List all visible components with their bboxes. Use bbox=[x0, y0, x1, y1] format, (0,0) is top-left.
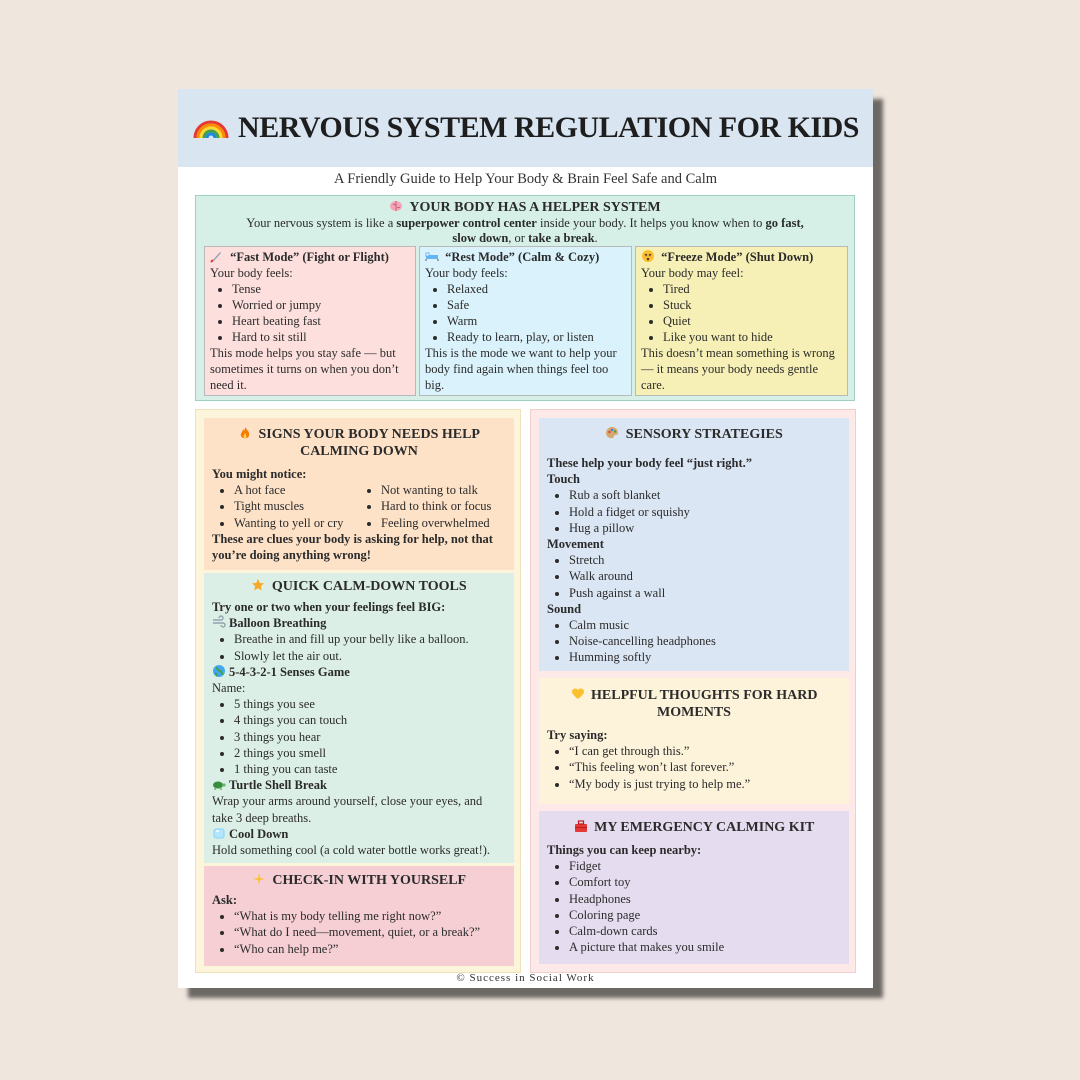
freeze-mode-list bbox=[641, 281, 842, 345]
helper-system-section bbox=[195, 195, 855, 401]
list-item: • Calm-down cards bbox=[569, 923, 841, 939]
signs-lead: You might notice: bbox=[212, 467, 307, 481]
freeze-mode-note: This doesn’t mean something is wrong — it means your body needs gentle care. bbox=[641, 346, 835, 392]
ice-icon bbox=[212, 826, 226, 840]
signs-note: These are clues your body is asking for help, not that you’re doing anything wrong! bbox=[212, 531, 493, 563]
list-item: • 3 things you hear bbox=[234, 729, 506, 745]
list-item: • “My body is just trying to help me.” bbox=[569, 776, 841, 792]
touch-label: Touch bbox=[547, 472, 580, 487]
list-item: • 4 things you can touch bbox=[234, 712, 506, 728]
thoughts-list bbox=[547, 743, 841, 792]
list-item: • Not wanting to talk bbox=[381, 482, 506, 498]
list-item: • Tense bbox=[232, 281, 410, 297]
list-item: • 1 thing you can taste bbox=[234, 761, 506, 777]
list-item: • Safe bbox=[447, 297, 626, 313]
list-item: • Ready to learn, play, or listen bbox=[447, 329, 626, 345]
signs-title: SIGNS YOUR BODY NEEDS HELP CALMING DOWN bbox=[232, 426, 486, 460]
helpful-thoughts-section bbox=[539, 678, 849, 804]
list-item: • “Who can help me?” bbox=[234, 941, 506, 957]
list-item: • Warm bbox=[447, 313, 626, 329]
tools-title: QUICK CALM-DOWN TOOLS bbox=[212, 578, 506, 595]
balloon-breathing-list bbox=[212, 631, 506, 663]
list-item: • Hard to think or focus bbox=[381, 498, 506, 514]
list-item: • 2 things you smell bbox=[234, 745, 506, 761]
fire-icon bbox=[238, 426, 252, 440]
freeze-mode-lead: Your body may feel: bbox=[641, 266, 744, 280]
check-in-title: CHECK-IN WITH YOURSELF bbox=[212, 872, 506, 889]
page-subtitle: A Friendly Guide to Help Your Body & Brain Feel Safe and Calm bbox=[333, 171, 717, 187]
senses-game-title: 5-4-3-2-1 Senses Game bbox=[212, 664, 506, 680]
signs-list-left bbox=[212, 482, 359, 531]
globe-icon bbox=[212, 664, 226, 678]
list-item: • A picture that makes you smile bbox=[569, 939, 841, 955]
kit-list bbox=[547, 858, 841, 955]
rocket-icon bbox=[210, 249, 224, 263]
worksheet-page bbox=[178, 89, 873, 988]
freeze-mode-card bbox=[635, 246, 848, 396]
list-item: • Stuck bbox=[663, 297, 842, 313]
thoughts-title: HELPFUL THOUGHTS FOR HARD MOMENTS bbox=[567, 687, 821, 721]
list-item: • Coloring page bbox=[569, 907, 841, 923]
sensory-lead: These help your body feel “just right.” bbox=[547, 456, 752, 470]
page-title bbox=[192, 111, 859, 145]
list-item: • Headphones bbox=[569, 891, 841, 907]
signs-lists bbox=[212, 482, 506, 531]
sparkle-icon bbox=[252, 872, 266, 886]
fast-mode-title: “Fast Mode” (Fight or Flight) bbox=[230, 250, 389, 264]
list-item: • Heart beating fast bbox=[232, 313, 410, 329]
title-bar bbox=[178, 89, 873, 167]
list-item: • Humming softly bbox=[569, 649, 841, 665]
list-item: • Push against a wall bbox=[569, 585, 841, 601]
sound-label: Sound bbox=[547, 601, 582, 616]
list-item: • Breathe in and fill up your belly like a balloon. bbox=[234, 631, 506, 647]
list-item: • Tired bbox=[663, 281, 842, 297]
calming-kit-section bbox=[539, 811, 849, 964]
touch-list bbox=[547, 487, 841, 536]
turtle-icon bbox=[212, 777, 226, 791]
sensory-strategies-section bbox=[539, 418, 849, 671]
check-in-lead: Ask: bbox=[212, 893, 238, 907]
toolbox-icon bbox=[574, 819, 588, 833]
rest-mode-list bbox=[425, 281, 626, 345]
left-column bbox=[195, 409, 521, 973]
palette-icon bbox=[605, 426, 619, 440]
helper-system-title: YOUR BODY HAS A HELPER SYSTEM bbox=[196, 199, 854, 216]
cool-down-title: Cool Down bbox=[212, 826, 506, 842]
list-item: • “I can get through this.” bbox=[569, 743, 841, 759]
list-item: • Hard to sit still bbox=[232, 329, 410, 345]
dizzy-face-icon bbox=[641, 249, 655, 263]
list-item: • Like you want to hide bbox=[663, 329, 842, 345]
footer-credit: © Success in Social Work bbox=[456, 972, 595, 984]
movement-list bbox=[547, 552, 841, 601]
thoughts-lead: Try saying: bbox=[547, 728, 608, 742]
list-item: • Feeling overwhelmed bbox=[381, 515, 506, 531]
list-item: • “This feeling won’t last forever.” bbox=[569, 759, 841, 775]
fast-mode-card bbox=[204, 246, 416, 396]
calm-down-tools-section bbox=[204, 573, 514, 863]
list-item: • “What do I need—movement, quiet, or a break?” bbox=[234, 924, 506, 940]
turtle-break-title: Turtle Shell Break bbox=[212, 777, 506, 793]
senses-game-list bbox=[212, 696, 506, 777]
fast-mode-note: This mode helps you stay safe — but sometimes it turns on when you don’t need it. bbox=[210, 346, 399, 392]
heart-icon bbox=[571, 687, 585, 701]
list-item: • Comfort toy bbox=[569, 874, 841, 890]
sensory-title: SENSORY STRATEGIES bbox=[547, 426, 841, 443]
rest-mode-card bbox=[419, 246, 632, 396]
signs-section bbox=[204, 418, 514, 570]
rest-mode-lead: Your body feels: bbox=[425, 266, 508, 280]
rest-mode-note: This is the mode we want to help your body find again when things feel too big. bbox=[425, 346, 617, 392]
list-item: • Walk around bbox=[569, 568, 841, 584]
list-item: • Slowly let the air out. bbox=[234, 648, 506, 664]
brain-icon bbox=[389, 199, 403, 213]
list-item: • A hot face bbox=[234, 482, 359, 498]
movement-label: Movement bbox=[547, 537, 604, 552]
turtle-break-text: Wrap your arms around yourself, close your eyes, and take 3 deep breaths. bbox=[212, 794, 483, 825]
rainbow-icon bbox=[192, 116, 230, 140]
list-item: • Worried or jumpy bbox=[232, 297, 410, 313]
kit-title: MY EMERGENCY CALMING KIT bbox=[547, 819, 841, 836]
right-column bbox=[530, 409, 856, 973]
senses-game-lead: Name: bbox=[212, 681, 246, 696]
list-item: • Hug a pillow bbox=[569, 520, 841, 536]
signs-list-right bbox=[359, 482, 506, 531]
cool-down-text: Hold something cool (a cold water bottle works great!). bbox=[212, 843, 491, 858]
check-in-section bbox=[204, 866, 514, 966]
list-item: • Hold a fidget or squishy bbox=[569, 504, 841, 520]
kit-lead: Things you can keep nearby: bbox=[547, 843, 702, 857]
list-item: • Fidget bbox=[569, 858, 841, 874]
wind-icon bbox=[212, 615, 226, 629]
list-item: • Stretch bbox=[569, 552, 841, 568]
list-item: • Wanting to yell or cry bbox=[234, 515, 359, 531]
list-item: • 5 things you see bbox=[234, 696, 506, 712]
star-icon bbox=[251, 578, 265, 592]
rest-mode-title: “Rest Mode” (Calm & Cozy) bbox=[445, 250, 600, 264]
tools-lead: Try one or two when your feelings feel BIG: bbox=[212, 600, 446, 614]
bed-icon bbox=[425, 249, 439, 263]
check-in-list bbox=[212, 908, 506, 957]
fast-mode-list bbox=[210, 281, 410, 345]
sound-list bbox=[547, 617, 841, 666]
fast-mode-lead: Your body feels: bbox=[210, 266, 293, 280]
list-item: • Tight muscles bbox=[234, 498, 359, 514]
list-item: • Relaxed bbox=[447, 281, 626, 297]
balloon-breathing-title: Balloon Breathing bbox=[212, 615, 506, 631]
helper-system-intro: Your nervous system is like a superpower control center inside your body. It helps you know when to go fast, slow down, or take a break. bbox=[246, 216, 804, 245]
list-item: • Quiet bbox=[663, 313, 842, 329]
page-title-text: NERVOUS SYSTEM REGULATION FOR KIDS bbox=[238, 111, 859, 144]
list-item: • Rub a soft blanket bbox=[569, 487, 841, 503]
list-item: • Noise-cancelling headphones bbox=[569, 633, 841, 649]
list-item: • “What is my body telling me right now?” bbox=[234, 908, 506, 924]
list-item: • Calm music bbox=[569, 617, 841, 633]
freeze-mode-title: “Freeze Mode” (Shut Down) bbox=[661, 250, 814, 264]
